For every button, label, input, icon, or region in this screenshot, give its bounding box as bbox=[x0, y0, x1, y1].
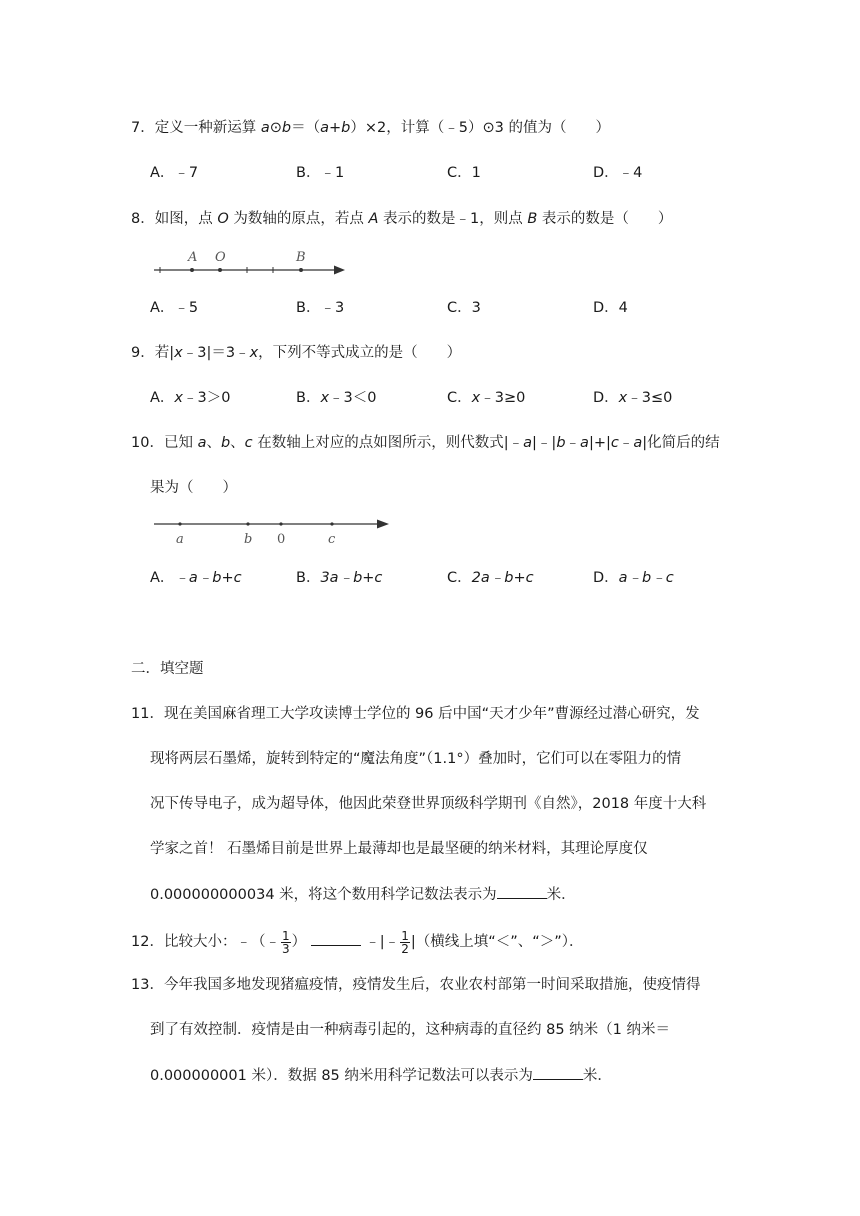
q8-axis-label-o: O bbox=[215, 250, 226, 265]
q11-stem-line1: 11．现在美国麻省理工大学攻读博士学位的 96 后中国“天才少年”曹源经过潜心研究，发 bbox=[131, 706, 700, 722]
q10-axis-label-c: c bbox=[328, 532, 336, 547]
q11-number: 11． bbox=[131, 706, 164, 722]
q13-number: 13． bbox=[131, 977, 164, 993]
q9-option-d: D．x﹣3≤0 bbox=[593, 390, 673, 406]
q8-axis-label-b: B bbox=[296, 250, 306, 265]
q11-stem-line3: 况下传导电子，成为超导体，他因此荣登世界顶级科学期刊《自然》，2018 年度十大科 bbox=[150, 796, 707, 812]
q12-answer-blank[interactable] bbox=[311, 931, 361, 946]
q7-stem: 7．定义一种新运算 a⊙b＝（a+b）×2，计算（﹣5）⊙3 的值为（ ） bbox=[131, 120, 610, 136]
q10-option-a: A．﹣a﹣b+c bbox=[150, 570, 242, 586]
q8-option-d: D．4 bbox=[593, 300, 628, 316]
q8-option-a: A．﹣5 bbox=[150, 300, 199, 316]
q11-stem-line5: 0.000000000034 米，将这个数用科学记数法表示为 米． bbox=[150, 884, 576, 905]
q7-option-a: A．﹣7 bbox=[150, 165, 199, 181]
q11-answer-blank[interactable] bbox=[497, 884, 547, 899]
q10-option-c: C．2a﹣b+c bbox=[447, 570, 534, 586]
q7-option-b: B．﹣1 bbox=[296, 165, 345, 181]
q10-stem-line2: 果为（ ） bbox=[150, 480, 237, 496]
q9-option-b: B．x﹣3＜0 bbox=[296, 390, 377, 406]
q13-stem-line3: 0.000000001 米）．数据 85 纳米用科学记数法可以表示为 米． bbox=[150, 1065, 612, 1086]
q12-number: 12． bbox=[131, 934, 164, 950]
q9-option-a: A．x﹣3＞0 bbox=[150, 390, 231, 406]
q10-axis-label-0: 0 bbox=[277, 532, 286, 547]
q9-stem: 9．若|x﹣3|＝3﹣x，下列不等式成立的是（ ） bbox=[131, 345, 462, 361]
q8-option-b: B．﹣3 bbox=[296, 300, 345, 316]
q11-stem-line4: 学家之首！ 石墨烯目前是世界上最薄却也是最坚硬的纳米材料，其理论厚度仅 bbox=[150, 841, 648, 857]
q13-answer-blank[interactable] bbox=[533, 1065, 583, 1080]
q10-option-d: D．a﹣b﹣c bbox=[593, 570, 674, 586]
q13-stem-line2: 到了有效控制．疫情是由一种病毒引起的，这种病毒的直径约 85 纳米（1 纳米＝ bbox=[150, 1022, 671, 1038]
q9-option-c: C．x﹣3≥0 bbox=[447, 390, 526, 406]
q12-fraction-one-third: $\frac{1}{3}$ bbox=[281, 928, 290, 956]
section-heading: 二．填空题 bbox=[131, 661, 204, 677]
q11-stem-line2: 现将两层石墨烯，旋转到特定的“魔法角度”（1.1°）叠加时，它们可以在零阻力的情 bbox=[150, 751, 682, 767]
q9-number: 9． bbox=[131, 345, 155, 361]
q10-number: 10． bbox=[131, 435, 164, 451]
q10-number-line bbox=[150, 512, 395, 548]
q7-option-d: D．﹣4 bbox=[593, 165, 643, 181]
q8-number-line bbox=[150, 245, 350, 279]
q13-stem-line1: 13．今年我国多地发现猪瘟疫情，疫情发生后，农业农村部第一时间采取措施，使疫情得 bbox=[131, 977, 701, 993]
q10-axis-label-a: a bbox=[176, 532, 184, 547]
q12-fraction-one-half: $\frac{1}{2}$ bbox=[401, 928, 409, 956]
q10-option-b: B．3a﹣b+c bbox=[296, 570, 383, 586]
q7-number: 7． bbox=[131, 120, 155, 136]
q8-stem: 8．如图，点 O 为数轴的原点，若点 A 表示的数是﹣1，则点 B 表示的数是（ ） bbox=[131, 211, 673, 227]
q8-option-c: C．3 bbox=[447, 300, 481, 316]
q12-stem: 12．比较大小：﹣（﹣ $\frac{1}{3}$ ） ﹣|﹣ $\frac{1}{2}$ |（横线上填“＜”、“＞”）． bbox=[131, 928, 584, 956]
q7-option-c: C．1 bbox=[447, 165, 481, 181]
q8-number: 8． bbox=[131, 211, 155, 227]
q10-axis-label-b: b bbox=[244, 532, 253, 547]
q8-axis-label-a: A bbox=[188, 250, 198, 265]
q10-stem-line1: 10．已知 a、b、c 在数轴上对应的点如图所示，则代数式|﹣a|﹣|b﹣a|+|c﹣a|化简后的结 bbox=[131, 435, 720, 451]
